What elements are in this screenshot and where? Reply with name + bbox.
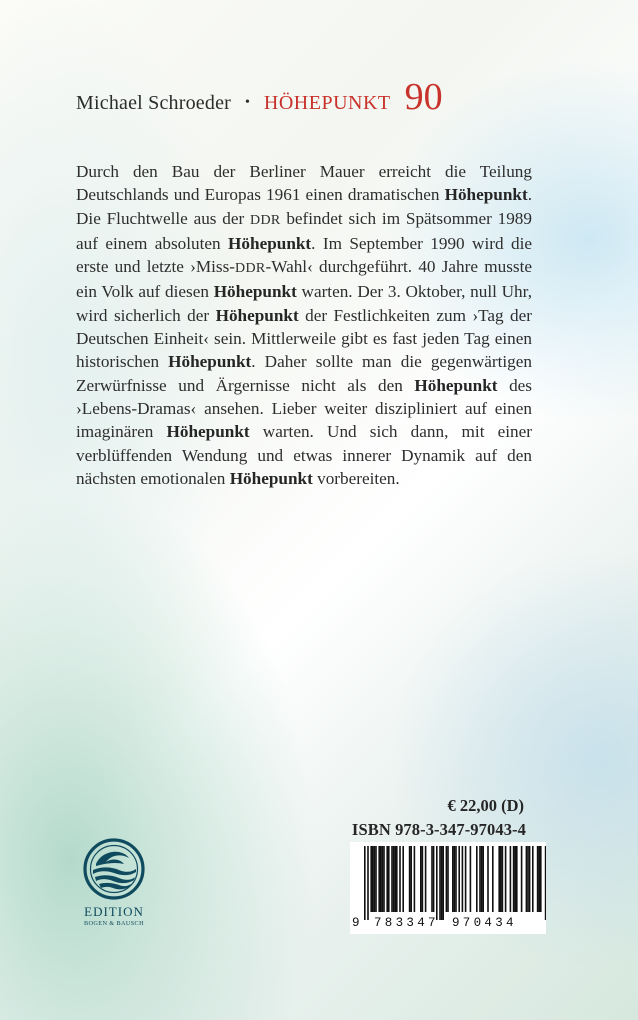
series-number: 90: [404, 76, 443, 118]
barcode-bar: [538, 846, 540, 912]
barcode-bar: [537, 846, 539, 912]
barcode-bar: [521, 846, 523, 912]
barcode-bar: [375, 846, 377, 912]
blurb-text: [76, 160, 532, 490]
barcode-bar: [446, 846, 448, 912]
keyword-highlight: Höhepunkt: [414, 375, 498, 395]
barcode-bar: [458, 846, 460, 912]
keyword-highlight: Höhepunkt: [229, 468, 313, 488]
barcode-bar: [433, 846, 435, 912]
barcode-bar: [391, 846, 393, 912]
barcode-bar: [540, 846, 542, 912]
barcode-bar: [465, 846, 467, 912]
barcode-bar: [383, 846, 385, 912]
keyword-highlight: Höhepunkt: [213, 282, 297, 302]
barcode-bar: [454, 846, 456, 912]
barcode-bar: [447, 846, 449, 912]
barcode-bar: [487, 846, 489, 912]
barcode-left-group: 783347: [374, 916, 439, 930]
barcode-bar: [481, 846, 483, 912]
barcode-bar: [513, 846, 515, 912]
barcode-bar: [482, 846, 484, 912]
barcode-bar: [431, 846, 433, 912]
barcode-bar: [388, 846, 390, 912]
blurb-segment: . Im September 1990 wird die erste und letzte ›Miss-: [76, 233, 532, 277]
barcode-bar: [545, 846, 546, 920]
barcode-bar: [394, 846, 396, 912]
barcode-digits: [350, 914, 546, 934]
barcode-bar: [367, 846, 369, 920]
barcode-first-digit: 9: [352, 916, 360, 930]
barcode-bar: [409, 846, 411, 912]
blurb-segment: befindet sich im Spätsommer 1989 auf einem absoluten: [76, 208, 532, 253]
barcode-bar: [420, 846, 422, 912]
barcode-bar: [414, 846, 416, 912]
keyword-highlight: Höhepunkt: [444, 185, 528, 205]
barcode-bar: [498, 846, 500, 912]
barcode-bar: [505, 846, 507, 912]
barcode-bar: [436, 846, 438, 920]
barcode-bar: [364, 846, 366, 920]
barcode-bar: [399, 846, 401, 912]
barcode-bar: [439, 846, 441, 920]
barcode-bar: [374, 846, 376, 912]
barcode-right-group: 970434: [452, 916, 517, 930]
bullet-separator: •: [245, 95, 250, 110]
blurb-segment: warten. Der 3. Oktober, null Uhr, wird sicherlich der: [76, 282, 532, 325]
logo-subtitle: BOGEN & BAUSCH: [84, 920, 144, 927]
barcode-bar: [516, 846, 518, 912]
price-label: € 22,00 (D): [447, 796, 524, 815]
barcode-bar: [386, 846, 388, 912]
barcode-bar: [382, 846, 384, 912]
keyword-highlight: Höhepunkt: [166, 422, 250, 442]
barcode-bar: [462, 846, 464, 912]
wave-circle-logo-icon: [82, 836, 146, 902]
blurb-segment: warten. Und sich dann, mit einer verblüffenden Wendung und etwas innerer Dynamik auf den nächsten emotionalen: [76, 422, 533, 488]
blurb-segment: des ›Lebens-Dramas‹ ansehen. Lieber weiter diszipliniert auf einen imaginären: [76, 375, 532, 442]
barcode-bar: [393, 846, 395, 912]
keyword-highlight: Höhepunkt: [168, 352, 252, 372]
barcode-bar: [532, 846, 534, 912]
blurb-segment: Durch den Bau der Berliner Mauer erreicht die Teilung Deutschlands und Europas 1961 einen dramatischen: [76, 162, 532, 205]
keyword-highlight: Höhepunkt: [228, 233, 312, 253]
acronym-ddr: DDR: [235, 261, 266, 277]
barcode-bar: [479, 846, 481, 912]
blurb-segment: der Festlichkeiten zum ›Tag der Deutschen Einheit‹ sein. Mittlerweile gibt es fast jeden Tag einen historischen: [76, 305, 533, 372]
barcode-bar: [402, 846, 404, 912]
barcode-bar: [492, 846, 494, 912]
barcode-bar: [442, 846, 444, 920]
barcode-bar: [452, 846, 454, 912]
barcode-bar: [441, 846, 443, 920]
author-name: Michael Schroeder: [76, 92, 232, 114]
barcode-bar: [380, 846, 382, 912]
barcode-bar: [510, 846, 512, 912]
blurb-segment: . Daher sollte man die gegenwärtigen Zerwürfnisse und Ärgernisse nicht als den: [76, 352, 533, 395]
barcode-bar: [526, 846, 528, 912]
barcode-bar: [455, 846, 457, 912]
blurb-segment: . Die Fluchtwelle aus der: [76, 185, 532, 228]
barcode-bar: [502, 846, 504, 912]
barcode-bar: [378, 846, 380, 912]
barcode-bar: [422, 846, 424, 912]
publisher-logo: [76, 836, 152, 927]
barcode-bar: [500, 846, 502, 912]
cover-header: [76, 78, 443, 116]
barcode-bar: [370, 846, 372, 912]
barcode-bar: [514, 846, 516, 912]
isbn-barcode: [350, 842, 546, 934]
barcode-bar: [372, 846, 374, 912]
barcode-bar: [529, 846, 531, 912]
barcode-bar: [396, 846, 398, 912]
barcode-bar: [410, 846, 412, 912]
blurb-segment: -Wahl‹ durchgeführt. 40 Jahre musste ein Volk auf diesen: [76, 257, 532, 302]
isbn-label: ISBN 978-3-347-97043-4: [351, 820, 526, 839]
barcode-bar: [425, 846, 427, 912]
blurb-segment: vorbereiten.: [312, 468, 400, 488]
barcode-bar: [476, 846, 478, 912]
logo-title: EDITION: [84, 904, 144, 919]
series-title: HÖHEPUNKT: [263, 92, 391, 114]
acronym-ddr: DDR: [250, 212, 281, 228]
barcode-bar: [527, 846, 529, 912]
barcode-bar: [470, 846, 472, 912]
keyword-highlight: Höhepunkt: [215, 305, 299, 325]
